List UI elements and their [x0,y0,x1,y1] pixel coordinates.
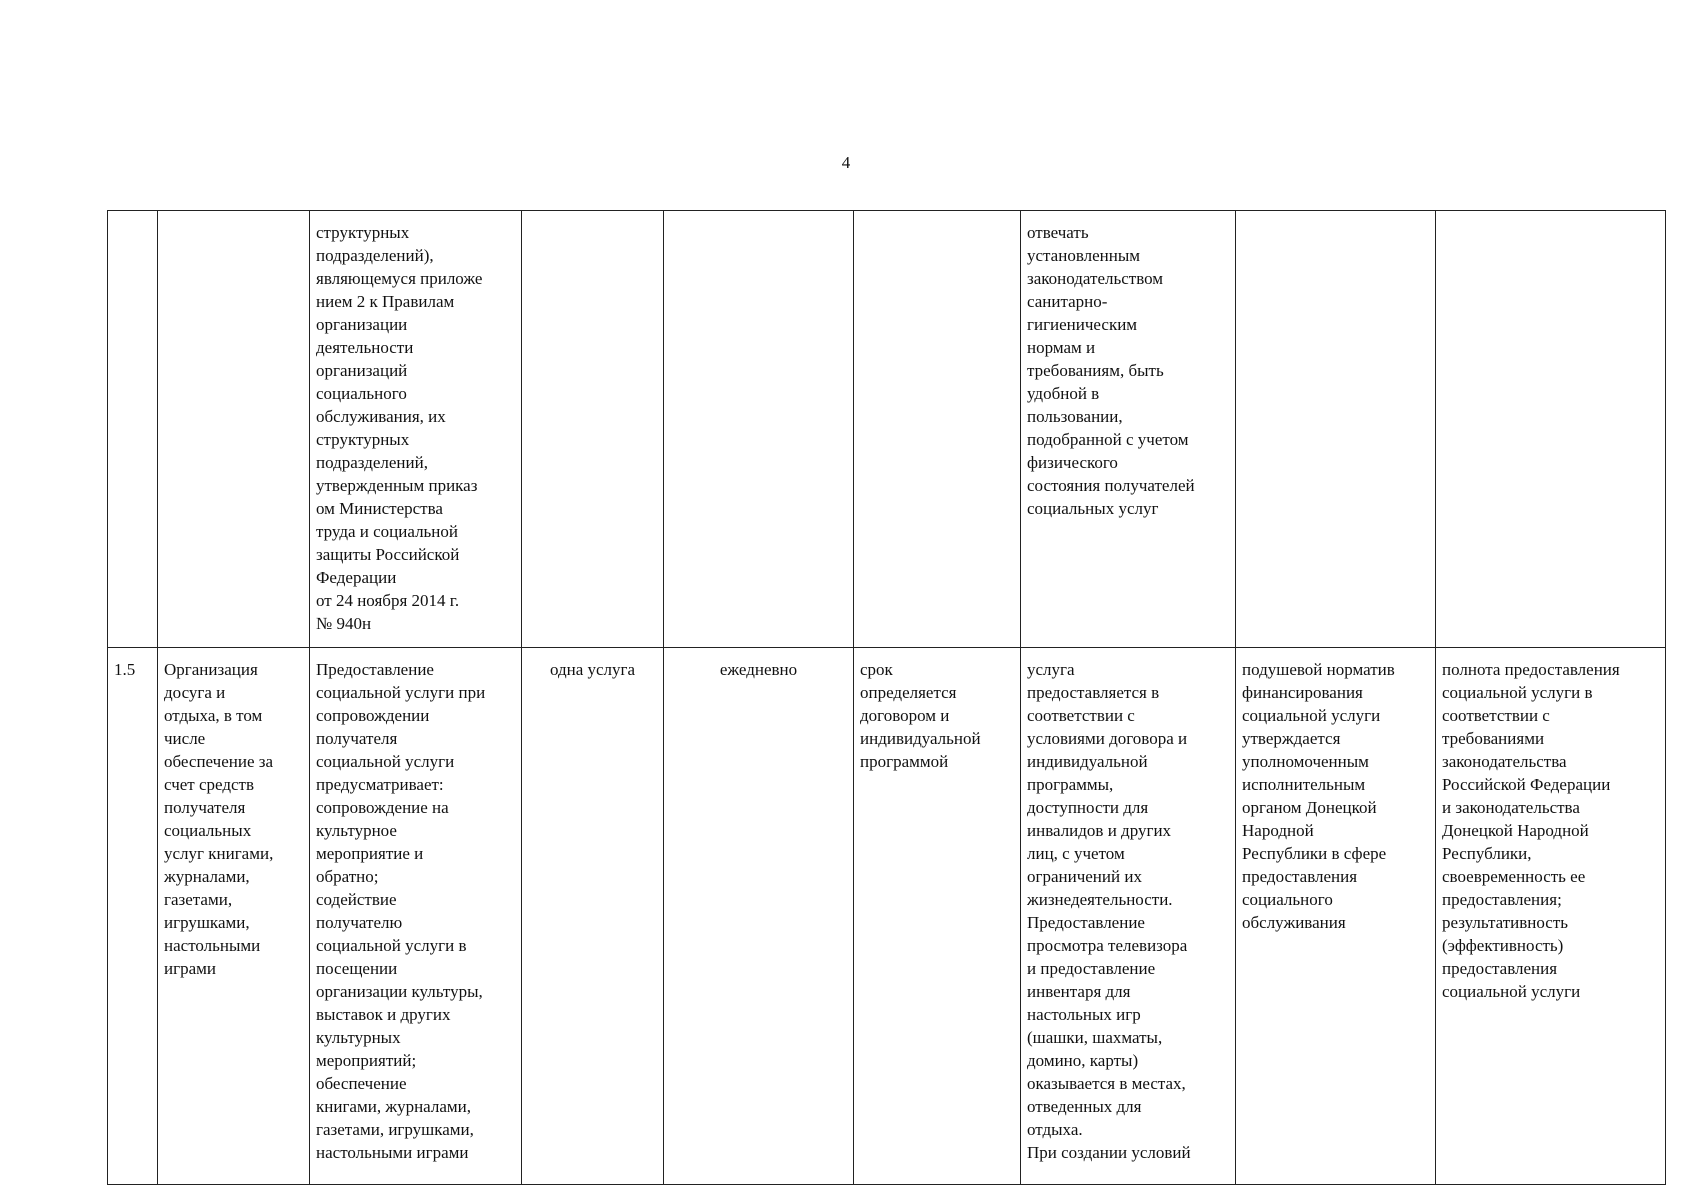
cell-service-name: Организация досуга и отдыха, в том числе обеспечение за счет средств получателя социальных услуг книгами, журналами, газетами, игрушками, настольными играми [158,648,310,1185]
cell-conditions: услуга предоставляется в соответствии с условиями договора и индивидуальной программы, доступности для инвалидов и других лиц, с учетом ограничений их жизнедеятельности. Предоставление просмотра телевизора и предоставление инвентаря для настольных игр (шашки, шахматы, домино, карты) оказывается в местах, отведенных для отдыха. При создании условий [1021,648,1236,1185]
cell-financing [1236,211,1436,648]
cell-number: 1.5 [108,648,158,1185]
cell-term: срок определяется договором и индивидуальной программой [854,648,1021,1185]
cell-conditions: отвечать установленным законодательством санитарно- гигиеническим нормам и требованиям, быть удобной в пользовании, подобранной с учетом физического состояния получателей социальных услуг [1021,211,1236,648]
table-row-1-5 [108,648,1666,1185]
cell-financing: подушевой норматив финансирования социальной услуги утверждается уполномоченным исполнительным органом Донецкой Народной Республики в сфере предоставления социального обслуживания [1236,648,1436,1185]
table-row-continued [108,211,1666,648]
cell-quality-indicators [1436,211,1666,648]
cell-service-description: Предоставление социальной услуги при сопровождении получателя социальной услуги предусматривает: сопровождение на культурное мероприятие и обратно; содействие получателю социальной услуги в посещении организации культуры, выставок и других культурных мероприятий; обеспечение книгами, журналами, газетами, игрушками, настольными играми [310,648,522,1185]
cell-periodicity [664,211,854,648]
page-number: 4 [841,153,851,172]
cell-quality-indicators: полнота предоставления социальной услуги в соответствии с требованиями законодательства Российской Федерации и законодательства Донецкой Народной Республики, своевременность ее предоставления; результативность (эффективность) предоставления социальной услуги [1436,648,1666,1185]
cell-service-name [158,211,310,648]
cell-service-volume [522,211,664,648]
cell-service-volume: одна услуга [522,648,664,1185]
cell-service-description: структурных подразделений), являющемуся приложе нием 2 к Правилам организации деятельности организаций социального обслуживания, их структурных подразделений, утвержденным приказ ом Министерства труда и социальной защиты Российской Федерации от 24 ноября 2014 г. № 940н [310,211,522,648]
cell-number [108,211,158,648]
cell-periodicity: ежедневно [664,648,854,1185]
cell-term [854,211,1021,648]
services-table [107,210,1666,1185]
